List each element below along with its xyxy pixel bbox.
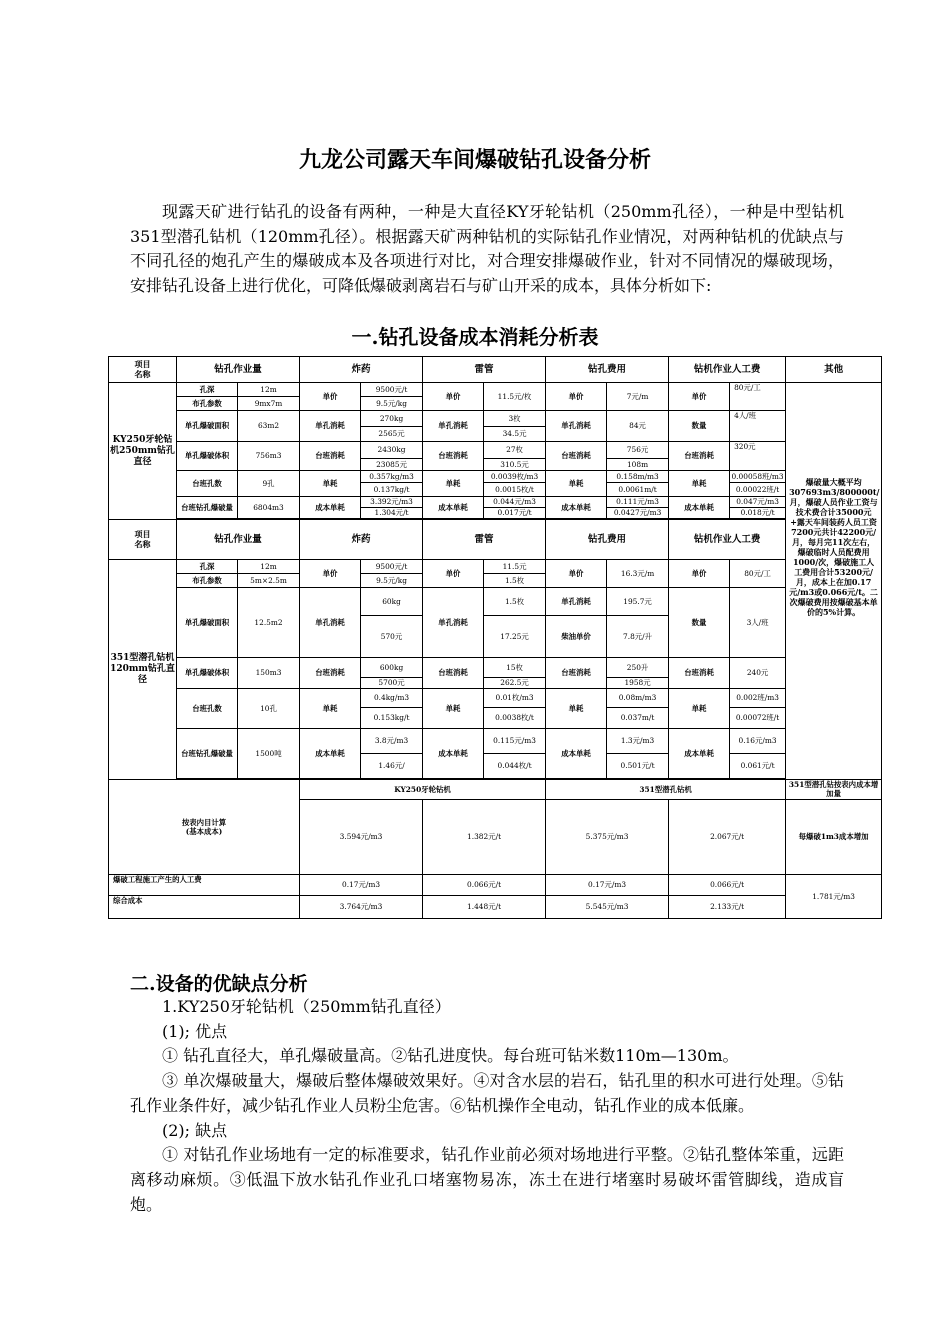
ky-exp-hole2: 2565元 [361,427,423,442]
label-unit-price: 单价 [669,383,730,411]
dth-det-shift1: 15枚 [484,658,546,678]
header-explosive: 炸药 [300,357,423,383]
ky-exp-shift1: 2430kg [361,442,423,459]
label-single-hole-use: 单孔消耗 [423,411,484,442]
intro-text: 现露天矿进行钻孔的设备有两种，一种是大直径KY牙轮钻机（250mm孔径），一种是中型钻机351型潜孔钻机（120mm孔径）。根据露天矿两种钻机的实际钻孔作业情况，对两种钻机的优缺点与不同孔径的炮孔产生的爆破成本及各项进行对比，对合理安排爆破作业，针对不同情况的爆破现场，安排钻孔设备上进行优化，可降低爆破剥离岩石与矿山开采的成本，具体分析如下: [130,202,844,295]
header-drill-cost: 钻孔费用 [546,357,669,383]
disadvantages-p1: ① 对钻孔作业场地有一定的标准要求，钻孔作业前必须对场地进行平整。②钻孔整体笨重，远距离移动麻烦。③低温下放水钻孔作业孔口堵塞物易冻，冻土在进行堵塞时易破坏雷管脚线，造成盲炮。 [130,1145,844,1214]
label-count: 数量 [669,411,730,442]
header-item: 项目 名称 [109,357,177,383]
ky-exp-price2: 9.5元/kg [361,397,423,411]
summary-dth-base1: 5.375元/m3 [546,799,669,874]
label-cost-unit: 成本单耗 [300,497,361,519]
ky-lab-cost2: 0.018元/t [730,508,786,519]
ky-lab-price: 80元/工 [730,383,786,411]
section2-sub1: 1.KY250牙轮钻机（250mm钻孔直径） [162,997,451,1016]
label-unit-use: 单耗 [300,689,361,729]
summary-row [109,780,882,800]
dth-drl-price: 16.3元/m [607,560,669,588]
ky-lab-unit1: 0.00058班/m3 [731,471,784,481]
label-single-hole-use: 单孔消耗 [300,411,361,442]
ky-exp-hole1: 270kg [361,411,423,427]
header-other: 其他 [786,357,882,383]
section2-title: 二.设备的优缺点分析 [130,973,308,995]
label-shift-use: 台班消耗 [423,658,484,689]
label-depth: 孔深 [177,383,238,397]
label-cost-unit: 成本单耗 [423,497,484,519]
label-unit-price: 单价 [300,560,361,588]
ky-exp-unit1: 0.357kg/m3 [361,471,423,483]
dth-exp-unit1: 0.4kg/m3 [361,689,423,708]
header-item: 项目 名称 [109,520,177,560]
label-unit-price: 单价 [423,383,484,411]
header-detonator: 雷管 [423,520,546,560]
header-drill-cost: 钻孔费用 [546,520,669,560]
label-vol: 单孔爆破体积 [177,442,238,471]
dth-shift-holes: 10孔 [238,689,300,729]
table-row [109,442,882,459]
label-shift-blast: 台班钻孔爆破量 [177,729,238,779]
dth-pattern: 5m×2.5m [238,574,300,588]
label-cost-unit: 成本单耗 [546,497,607,519]
summary-row [109,874,882,895]
label-shift-use: 台班消耗 [300,442,361,471]
label-depth: 孔深 [177,560,238,574]
dth-drl-unit2: 0.037m/t [607,708,669,729]
summary-ky-tot2: 1.448元/t [423,895,546,918]
dth-lab-cost1: 0.16元/m3 [730,729,786,754]
label-area: 单孔爆破面积 [177,588,238,658]
header-drill-work: 钻孔作业量 [177,520,300,560]
dth-det-price2: 1.5枚 [484,574,546,588]
label-unit-price: 单价 [300,383,361,411]
table-row [109,383,882,397]
ky-exp-cost2: 1.304元/t [361,508,423,519]
ky-equipment-name: KY250牙轮钻机250mm钻孔直径 [109,383,177,520]
dth-drl-cost2: 0.501元/t [607,754,669,779]
dth-lab-count: 3人/班 [730,588,786,658]
ky-det-price: 11.5元/枚 [484,383,546,411]
label-unit-use: 单耗 [423,471,484,497]
summary-dth-lab2: 0.066元/t [669,874,786,895]
summary-dth-tot1: 5.545元/m3 [546,895,669,918]
ky-det-hole1: 3枚 [484,411,546,427]
label-cost-unit: 成本单耗 [669,497,730,519]
header-labor: 钻机作业人工费 [669,357,786,383]
ky-area: 63m2 [238,411,300,442]
dth-drl-unit1: 0.08m/m3 [607,689,669,708]
label-unit-use: 单耗 [546,689,607,729]
dth-lab-price: 80元/工 [730,560,786,588]
dth-drl-cost1: 1.3元/m3 [607,729,669,754]
dth-det-price1: 11.5元 [484,560,546,574]
label-vol: 单孔爆破体积 [177,658,238,689]
label-diesel-price: 柴油单价 [546,616,607,658]
ky-drl-cost1: 0.111元/m3 [607,497,669,508]
table-header-row [109,520,882,560]
dth-det-hole2: 17.25元 [484,616,546,658]
summary-labor-label: 爆破工程施工产生的人工费 [109,874,300,895]
dth-det-hole1: 1.5枚 [484,588,546,616]
advantages-p2: ③ 单次爆破量大，爆破后整体爆破效果好。④对含水层的岩石，钻孔里的积水可进行处理。⑤钻孔作业条件好，减少钻孔作业人员粉尘危害。⑥钻机操作全电动，钻孔作业的成本低廉。 [130,1071,844,1115]
ky-lab-unit2: 0.00022班/t [730,483,786,497]
ky-det-shift2: 310.5元 [484,459,546,471]
ky-lab-cost1: 0.047元/m3 [730,497,786,508]
dth-exp-price2: 9.5元/kg [361,574,423,588]
label-cost-unit: 成本单耗 [669,729,730,779]
advantages-heading: (1); 优点 [162,1021,228,1041]
dth-det-shift2: 262.5元 [484,678,546,689]
label-unit-use: 单耗 [300,471,361,497]
ky-det-cost1: 0.044元/m3 [484,497,546,508]
table-row [109,560,882,574]
dth-lab-unit2: 0.00072班/t [730,708,786,729]
summary-per-m3-label: 每爆破1m3成本增加 [786,799,882,874]
dth-lab-shift: 240元 [730,658,786,689]
dth-exp-hole1: 60kg [361,588,423,616]
table-row [109,471,882,483]
ky-exp-shift2: 23085元 [361,459,423,471]
dth-exp-shift1: 600kg [361,658,423,678]
table-row [109,411,882,427]
summary-dth-base2: 2.067元/t [669,799,786,874]
label-single-hole-use: 单孔消耗 [546,588,607,616]
summary-ky-head: KY250牙轮钻机 [300,780,546,800]
ky-drl-unit2: 0.0061m/t [607,483,669,497]
label-single-hole-use: 单孔消耗 [300,588,361,658]
section1-title: 一.钻孔设备成本消耗分析表 [351,325,599,349]
dth-drl-shift1: 250升 [607,658,669,678]
summary-diff-head: 351型潜孔钻按表内成本增加量 [786,780,882,800]
summary-ky-lab1: 0.17元/m3 [300,874,423,895]
dth-exp-unit2: 0.153kg/t [361,708,423,729]
ky-lab-count: 4人/班 [730,411,786,442]
table-row [109,588,882,616]
label-unit-price: 单价 [423,560,484,588]
ky-drl-cost2: 0.0427元/m3 [607,508,669,519]
ky-det-unit2: 0.0015枚/t [484,483,546,497]
page-title: 九龙公司露天车间爆破钻孔设备分析 [298,147,651,173]
label-shift-holes: 台班孔数 [177,471,238,497]
dth-drl-shift2: 1958元 [607,678,669,689]
label-shift-holes: 台班孔数 [177,689,238,729]
dth-drl-hole: 195.7元 [607,588,669,616]
summary-inc-m3: 1.781元/m3 [786,874,882,918]
summary-total-label: 综合成本 [109,895,300,918]
label-shift-use: 台班消耗 [300,658,361,689]
ky-drl-unit1: 0.158m/m3 [607,471,669,483]
dth-exp-cost1: 3.8元/m3 [361,729,423,754]
dth-exp-hole2: 570元 [361,616,423,658]
label-cost-unit: 成本单耗 [423,729,484,779]
dth-drl-diesel: 7.8元/升 [607,616,669,658]
other-note: 爆破量大概平均307693m3/800000t/月，爆破人员作业工资与技术费合计35000元+露天车间装药人员工资7200元共计42200元/月，每月完11次左右，爆破临时人员配费用1000/次，爆破施工人工费用合计53200元/月，成本上在加0.17元/m3或0.066元/t。二次爆破费用按爆破基本单价的5%计算。 [786,383,882,780]
label-single-hole-use: 单孔消耗 [423,588,484,658]
dth-det-cost2: 0.044枚/t [484,754,546,779]
label-unit-use: 单耗 [423,689,484,729]
dth-exp-price1: 9500元/t [361,560,423,574]
ky-exp-price1: 9500元/t [361,383,423,397]
label-pattern: 布孔参数 [177,574,238,588]
label-shift-use: 台班消耗 [546,442,607,471]
dth-shift-blast: 1500吨 [238,729,300,779]
ky-det-cost2: 0.017元/t [484,508,546,519]
label-unit-use: 单耗 [669,471,730,497]
ky-vol: 756m3 [238,442,300,471]
dth-det-unit2: 0.0038枚/t [484,708,546,729]
label-single-hole-use: 单孔消耗 [546,411,607,442]
summary-ky-base1: 3.594元/m3 [300,799,423,874]
summary-dth-head: 351型潜孔钻机 [546,780,786,800]
summary-dth-lab1: 0.17元/m3 [546,874,669,895]
ky-det-shift1: 27枚 [484,442,546,459]
cost-analysis-table [108,356,882,919]
table-header-row [109,357,882,383]
dth-lab-cost2: 0.061元/t [730,754,786,779]
ky-drl-shift1: 756元 [607,442,669,459]
label-shift-use: 台班消耗 [669,442,730,471]
dth-equipment-name: 351型潜孔钻机120mm钻孔直径 [109,560,177,780]
summary-calc-label: 按表内目计算 (基本成本) [109,780,300,875]
summary-dth-tot2: 2.133元/t [669,895,786,918]
label-unit-price: 单价 [546,560,607,588]
dth-exp-shift2: 5700元 [361,678,423,689]
table-row [109,497,882,508]
section2-body [130,995,844,1217]
ky-pattern: 9mx7m [238,397,300,411]
header-explosive: 炸药 [300,520,423,560]
label-shift-use: 台班消耗 [423,442,484,471]
summary-ky-base2: 1.382元/t [423,799,546,874]
label-unit-use: 单耗 [546,471,607,497]
ky-shift-blast: 6804m3 [238,497,300,519]
ky-det-unit1: 0.0039枚/m3 [484,471,546,483]
ky-det-hole2: 34.5元 [484,427,546,442]
label-unit-use: 单耗 [669,689,730,729]
table-row [109,729,882,754]
dth-depth: 12m [238,560,300,574]
header-detonator: 雷管 [423,357,546,383]
header-labor: 钻机作业人工费 [669,520,786,560]
dth-exp-cost2: 1.46元/ [361,754,423,779]
table-row [109,658,882,678]
dth-area: 12.5m2 [238,588,300,658]
ky-shift-holes: 9孔 [238,471,300,497]
label-cost-unit: 成本单耗 [546,729,607,779]
advantages-p1: ① 钻孔直径大，单孔爆破量高。②钻孔进度快。每台班可钻米数110m—130m。 [162,1046,739,1066]
label-area: 单孔爆破面积 [177,411,238,442]
label-shift-use: 台班消耗 [669,658,730,689]
summary-row [109,895,882,918]
ky-lab-shift: 320元 [730,442,786,471]
ky-drl-hole: 84元 [607,411,669,442]
intro-paragraph [130,200,844,298]
header-drill-work: 钻孔作业量 [177,357,300,383]
dth-lab-unit1: 0.002班/m3 [730,689,786,708]
dth-det-unit1: 0.01枚/m3 [484,689,546,708]
ky-depth: 12m [238,383,300,397]
disadvantages-heading: (2); 缺点 [162,1120,228,1140]
label-shift-blast: 台班钻孔爆破量 [177,497,238,519]
label-unit-price: 单价 [669,560,730,588]
ky-drl-shift2: 108m [607,459,669,471]
summary-ky-lab2: 0.066元/t [423,874,546,895]
table-row [109,689,882,708]
ky-exp-cost1: 3.392元/m3 [361,497,423,508]
label-count: 数量 [669,588,730,658]
label-unit-price: 单价 [546,383,607,411]
label-pattern: 布孔参数 [177,397,238,411]
ky-drl-price: 7元/m [607,383,669,411]
summary-ky-tot1: 3.764元/m3 [300,895,423,918]
dth-det-cost1: 0.115元/m3 [484,729,546,754]
label-shift-use: 台班消耗 [546,658,607,689]
label-cost-unit: 成本单耗 [300,729,361,779]
ky-exp-unit2: 0.137kg/t [361,483,423,497]
dth-vol: 150m3 [238,658,300,689]
